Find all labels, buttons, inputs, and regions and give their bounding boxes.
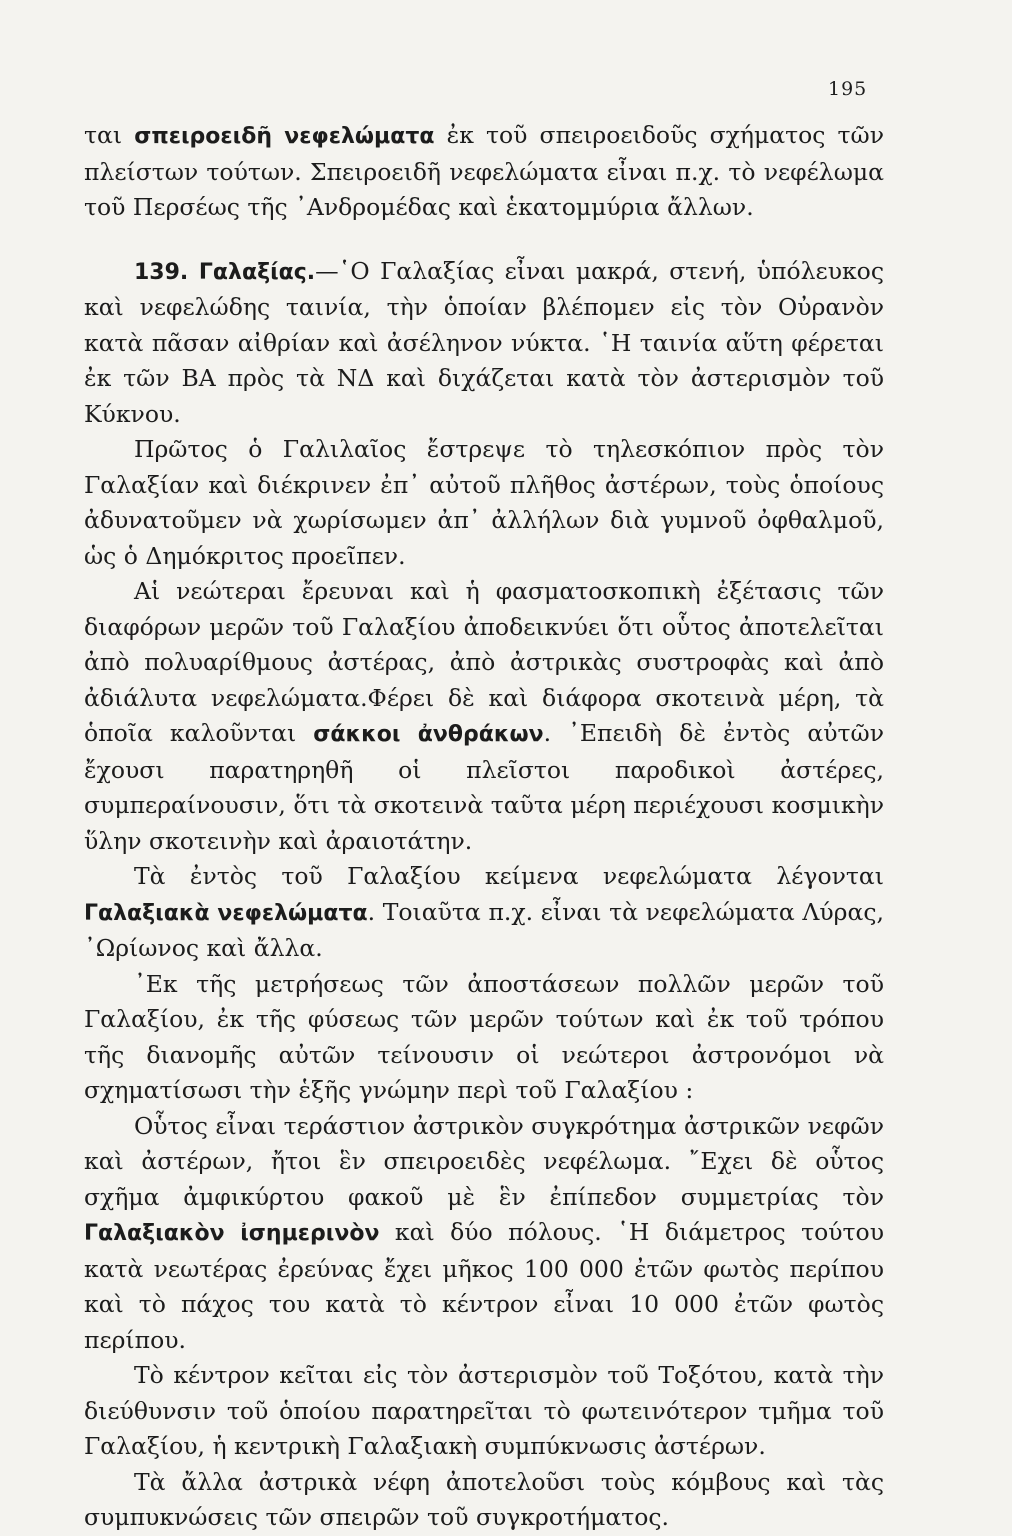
paragraph-section-139: 139. Γαλαξίας.—῾Ο Γαλαξίας εἶναι μακρά, στενή, ὑπόλευκος καὶ νεφελώδης ταινία, τὴν ὁποίαν βλέπομεν εἰς τὸν Οὐρανὸν κατὰ πᾶσαν αἰθρίαν καὶ ἀσέληνον νύκτα. ῾Η ταινία αὕτη φέρεται ἐκ τῶν ΒΑ πρὸς τὰ ΝΔ καὶ διχάζεται κατὰ τὸν ἀστερισμὸν τοῦ Κύκνου. [84, 256, 884, 428]
paragraph-astronomers-view: ᾿Εκ τῆς μετρήσεως τῶν ἀποστάσεων πολλῶν μερῶν τοῦ Γαλαξίου, ἐκ τῆς φύσεως τῶν μερῶν τούτων καὶ ἐκ τοῦ τρόπου τῆς διανομῆς αὐτῶν τείνουσιν οἱ νεώτεροι ἀστρονόμοι νὰ σχηματίσωσι τὴν ἑξῆς γνώμην περὶ τοῦ Γαλαξίου : [84, 969, 884, 1104]
paragraph-spiral-nebulae: ται σπειροειδῆ νεφελώματα ἐκ τοῦ σπειροειδοῦς σχήματος τῶν πλείστων τούτων. Σπειροειδῆ νεφελώματα εἶναι π.χ. τὸ νεφέλωμα τοῦ Περσέως τῆς ᾿Ανδρομέδας καὶ ἑκατομμύρια ἄλλων. [84, 121, 884, 221]
paragraph-center: Τὸ κέντρον κεῖται εἰς τὸν ἀστερισμὸν τοῦ Τοξότου, κατὰ τὴν διεύθυνσιν τοῦ ὁποίου παρατηρεῖται τὸ φωτεινότερον τμῆμα τοῦ Γαλαξίου, ἡ κεντρικὴ Γαλαξιακὴ συμπύκνωσις ἀστέρων. [84, 1361, 884, 1460]
section-heading-galaxy: 139. Γαλαξίας. [134, 259, 316, 285]
paragraph-structure: Οὗτος εἶναι τεράστιον ἀστρικὸν συγκρότημα ἀστρικῶν νεφῶν καὶ ἀστέρων, ἤτοι ἓν σπειροειδὲς νεφέλωμα. ῎Εχει δὲ οὗτος σχῆμα ἀμφικύρτου φακοῦ μὲ ἓν ἐπίπεδον συμμετρίας τὸν Γαλαξιακὸν ἰσημερινὸν καὶ δύο πόλους. ῾Η διάμετρος τούτου κατὰ νεωτέρας ἐρεύνας ἔχει μῆκος 100 000 ἐτῶν φωτὸς περίπου καὶ τὸ πάχος του κατὰ τὸ κέντρον εἶναι 10 000 ἐτῶν φωτὸς περίπου. [84, 1111, 884, 1354]
term-galactic-equator: Γαλαξιακὸν ἰσημερινὸν [84, 1221, 380, 1246]
page-body [84, 118, 884, 1536]
paragraph-star-clouds: Τὰ ἄλλα ἀστρικὰ νέφη ἀποτελοῦσι τοὺς κόμβους καὶ τὰς συμπυκνώσεις τῶν σπειρῶν τοῦ συγκροτήματος. [84, 1467, 884, 1531]
term-coal-sacks: σάκκοι ἀνθράκων [313, 722, 544, 747]
paragraph-research: Αἱ νεώτεραι ἔρευναι καὶ ἡ φασματοσκοπικὴ ἐξέτασις τῶν διαφόρων μερῶν τοῦ Γαλαξίου ἀποδεικνύει ὅτι οὗτος ἀποτελεῖται ἀπὸ πολυαρίθμους ἀστέρας, ἀπὸ ἀστρικὰς συστροφὰς καὶ ἀπὸ ἀδιάλυτα νεφελώματα.Φέρει δὲ καὶ διάφορα σκοτεινὰ μέρη, τὰ ὁποῖα καλοῦνται σάκκοι ἀνθράκων. ᾿Επειδὴ δὲ ἐντὸς αὐτῶν ἔχουσι παρατηρηθῆ οἱ πλεῖστοι παροδικοὶ ἀστέρες, συμπεραίνουσιν, ὅτι τὰ σκοτεινὰ ταῦτα μέρη περιέχουσι κοσμικὴν ὕλην σκοτεινὴν καὶ ἀραιοτάτην. [84, 577, 884, 855]
paragraph-galactic-nebulae: Τὰ ἐντὸς τοῦ Γαλαξίου κείμενα νεφελώματα λέγονται Γαλαξιακὰ νεφελώματα. Τοιαῦτα π.χ. εἶναι τὰ νεφελώματα Λύρας, ᾿Ωρίωνος καὶ ἄλλα. [84, 862, 884, 962]
term-galactic-nebulae: Γαλαξιακὰ νεφελώματα [84, 900, 368, 926]
term-spiral-nebulae: σπειροειδῆ νεφελώματα [134, 124, 435, 149]
page-number: 195 [828, 78, 868, 100]
paragraph-galileo: Πρῶτος ὁ Γαλιλαῖος ἔστρεψε τὸ τηλεσκόπιον πρὸς τὸν Γαλαξίαν καὶ διέκρινεν ἐπ᾿ αὐτοῦ πλῆθος ἀστέρων, τοὺς ὁποίους ἀδυνατοῦμεν νὰ χωρίσωμεν ἀπ᾿ ἀλλήλων διὰ γυμνοῦ ὀφθαλμοῦ, ὡς ὁ Δημόκριτος προεῖπεν. [84, 435, 884, 570]
